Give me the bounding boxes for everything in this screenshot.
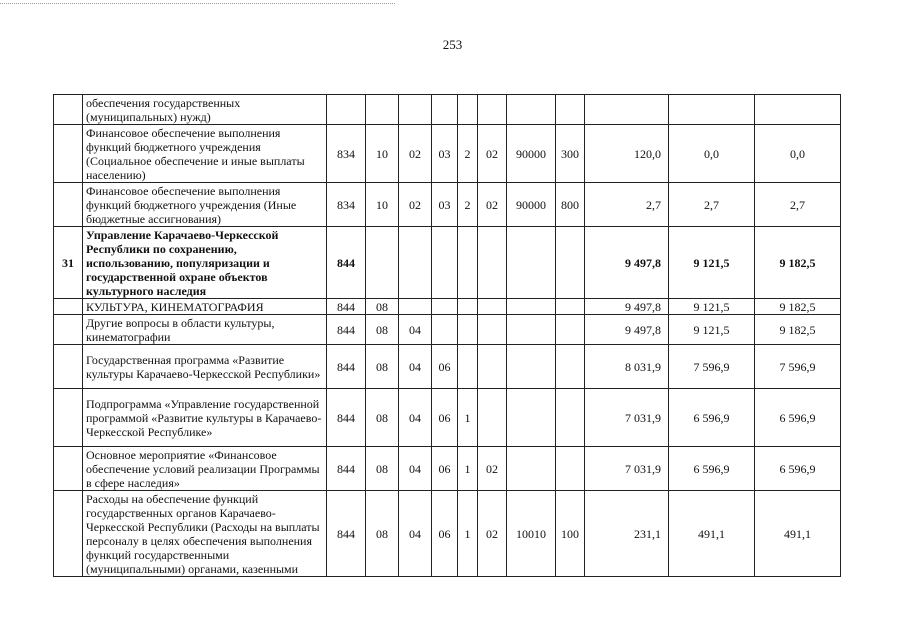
cell-direction-code (507, 299, 556, 315)
cell-activity-code (478, 389, 507, 447)
cell-subsection-code: 04 (399, 315, 432, 345)
cell-row-number (54, 95, 83, 125)
cell-amount-year-1: 9 497,8 (585, 227, 669, 299)
cell-subprogram-code (458, 345, 478, 389)
cell-activity-code: 02 (478, 183, 507, 227)
cell-item-name: Другие вопросы в области культуры, кинематографии (83, 315, 327, 345)
table-row (54, 389, 841, 447)
cell-direction-code: 10010 (507, 491, 556, 577)
cell-subsection-code: 02 (399, 125, 432, 183)
cell-program-code (432, 227, 458, 299)
cell-dept-code: 844 (327, 345, 366, 389)
cell-subprogram-code (458, 315, 478, 345)
cell-activity-code (478, 345, 507, 389)
cell-item-name: Основное мероприятие «Финансовое обеспечение условий реализации Программы в сфере наследия» (83, 447, 327, 491)
cell-expense-type (556, 227, 585, 299)
table-row (54, 491, 841, 577)
cell-expense-type: 800 (556, 183, 585, 227)
cell-amount-year-3: 2,7 (755, 183, 841, 227)
cell-subsection-code (399, 227, 432, 299)
cell-section-code: 08 (366, 389, 399, 447)
cell-subsection-code: 04 (399, 389, 432, 447)
cell-amount-year-1: 231,1 (585, 491, 669, 577)
cell-row-number (54, 299, 83, 315)
cell-amount-year-2: 9 121,5 (669, 227, 755, 299)
cell-row-number (54, 125, 83, 183)
cell-item-name: Финансовое обеспечение выполнения функций бюджетного учреждения (Иные бюджетные ассигнования) (83, 183, 327, 227)
cell-dept-code: 844 (327, 299, 366, 315)
cell-dept-code (327, 95, 366, 125)
cell-activity-code (478, 315, 507, 345)
cell-section-code (366, 95, 399, 125)
cell-dept-code: 844 (327, 447, 366, 491)
cell-section-code: 10 (366, 125, 399, 183)
cell-program-code: 06 (432, 345, 458, 389)
cell-amount-year-1: 7 031,9 (585, 447, 669, 491)
cell-section-code: 10 (366, 183, 399, 227)
cell-dept-code: 844 (327, 389, 366, 447)
cell-item-name: обеспечения государственных (муниципальных) нужд) (83, 95, 327, 125)
cell-row-number (54, 491, 83, 577)
cell-row-number (54, 315, 83, 345)
cell-subprogram-code (458, 227, 478, 299)
cell-program-code (432, 299, 458, 315)
cell-dept-code: 844 (327, 227, 366, 299)
cell-dept-code: 834 (327, 183, 366, 227)
cell-program-code (432, 315, 458, 345)
cell-expense-type (556, 447, 585, 491)
cell-row-number (54, 389, 83, 447)
cell-amount-year-1 (585, 95, 669, 125)
cell-subsection-code (399, 299, 432, 315)
cell-amount-year-3: 491,1 (755, 491, 841, 577)
cell-section-code: 08 (366, 345, 399, 389)
cell-amount-year-2: 7 596,9 (669, 345, 755, 389)
cell-row-number (54, 345, 83, 389)
cell-activity-code (478, 299, 507, 315)
table-row (54, 315, 841, 345)
cell-subprogram-code: 1 (458, 447, 478, 491)
cell-subprogram-code: 1 (458, 389, 478, 447)
cell-amount-year-3: 6 596,9 (755, 389, 841, 447)
cell-amount-year-1: 8 031,9 (585, 345, 669, 389)
cell-program-code: 06 (432, 447, 458, 491)
cell-expense-type: 100 (556, 491, 585, 577)
cell-subprogram-code: 2 (458, 125, 478, 183)
cell-amount-year-1: 120,0 (585, 125, 669, 183)
cell-section-code: 08 (366, 299, 399, 315)
cell-expense-type (556, 299, 585, 315)
cell-amount-year-2: 491,1 (669, 491, 755, 577)
cell-amount-year-2: 2,7 (669, 183, 755, 227)
cell-direction-code (507, 345, 556, 389)
cell-direction-code (507, 315, 556, 345)
cell-subsection-code: 04 (399, 491, 432, 577)
cell-subsection-code: 04 (399, 447, 432, 491)
cell-subsection-code: 02 (399, 183, 432, 227)
cell-subsection-code: 04 (399, 345, 432, 389)
cell-subprogram-code: 1 (458, 491, 478, 577)
cell-expense-type (556, 95, 585, 125)
table-row (54, 227, 841, 299)
cell-activity-code: 02 (478, 125, 507, 183)
cell-program-code: 03 (432, 183, 458, 227)
cell-activity-code: 02 (478, 491, 507, 577)
cell-subprogram-code (458, 299, 478, 315)
cell-item-name: Государственная программа «Развитие культуры Карачаево-Черкесской Республики» (83, 345, 327, 389)
cell-amount-year-2 (669, 95, 755, 125)
cell-item-name: Расходы на обеспечение функций государственных органов Карачаево-Черкесской Республики (Расходы на выплаты персоналу в целях обеспечения выполнения функций государственными (муниципальными) органами, казенными (83, 491, 327, 577)
cell-direction-code: 90000 (507, 183, 556, 227)
cell-program-code (432, 95, 458, 125)
cell-direction-code (507, 447, 556, 491)
cell-item-name: Подпрограмма «Управление государственной программой «Развитие культуры в Карачаево-Черкесской Республике» (83, 389, 327, 447)
cell-amount-year-2: 0,0 (669, 125, 755, 183)
cell-subprogram-code: 2 (458, 183, 478, 227)
cell-program-code: 06 (432, 389, 458, 447)
cell-row-number: 31 (54, 227, 83, 299)
cell-subprogram-code (458, 95, 478, 125)
cell-item-name: КУЛЬТУРА, КИНЕМАТОГРАФИЯ (83, 299, 327, 315)
cell-expense-type (556, 389, 585, 447)
cell-program-code: 06 (432, 491, 458, 577)
cell-section-code: 08 (366, 315, 399, 345)
cell-amount-year-2: 6 596,9 (669, 447, 755, 491)
cell-section-code: 08 (366, 491, 399, 577)
cell-section-code (366, 227, 399, 299)
cell-direction-code (507, 389, 556, 447)
cell-expense-type (556, 315, 585, 345)
table-row (54, 345, 841, 389)
table-row (54, 125, 841, 183)
cell-activity-code (478, 95, 507, 125)
cell-dept-code: 844 (327, 315, 366, 345)
budget-table-body (54, 95, 841, 577)
cell-amount-year-3: 0,0 (755, 125, 841, 183)
cell-row-number (54, 183, 83, 227)
cell-amount-year-3: 7 596,9 (755, 345, 841, 389)
cell-direction-code (507, 95, 556, 125)
cell-amount-year-1: 2,7 (585, 183, 669, 227)
cell-amount-year-1: 7 031,9 (585, 389, 669, 447)
cell-amount-year-1: 9 497,8 (585, 299, 669, 315)
cell-amount-year-3: 9 182,5 (755, 299, 841, 315)
cell-item-name: Финансовое обеспечение выполнения функций бюджетного учреждения (Социальное обеспечение и иные выплаты населению) (83, 125, 327, 183)
table-row (54, 299, 841, 315)
cell-amount-year-1: 9 497,8 (585, 315, 669, 345)
cell-section-code: 08 (366, 447, 399, 491)
cell-dept-code: 844 (327, 491, 366, 577)
budget-table (53, 94, 841, 577)
cell-amount-year-3: 9 182,5 (755, 227, 841, 299)
page-number: 253 (442, 37, 463, 52)
cell-item-name: Управление Карачаево-Черкесской Республики по сохранению, использованию, популяризации и государственной охране объектов культурного наследия (83, 227, 327, 299)
cell-subsection-code (399, 95, 432, 125)
cell-program-code: 03 (432, 125, 458, 183)
table-row (54, 183, 841, 227)
table-row (54, 95, 841, 125)
cell-activity-code: 02 (478, 447, 507, 491)
cell-dept-code: 834 (327, 125, 366, 183)
cell-amount-year-3: 6 596,9 (755, 447, 841, 491)
cell-expense-type: 300 (556, 125, 585, 183)
cell-amount-year-3: 9 182,5 (755, 315, 841, 345)
scan-artifact-line (0, 3, 395, 4)
cell-row-number (54, 447, 83, 491)
cell-amount-year-3 (755, 95, 841, 125)
cell-amount-year-2: 6 596,9 (669, 389, 755, 447)
table-row (54, 447, 841, 491)
cell-amount-year-2: 9 121,5 (669, 299, 755, 315)
cell-amount-year-2: 9 121,5 (669, 315, 755, 345)
cell-expense-type (556, 345, 585, 389)
cell-direction-code (507, 227, 556, 299)
cell-direction-code: 90000 (507, 125, 556, 183)
cell-activity-code (478, 227, 507, 299)
